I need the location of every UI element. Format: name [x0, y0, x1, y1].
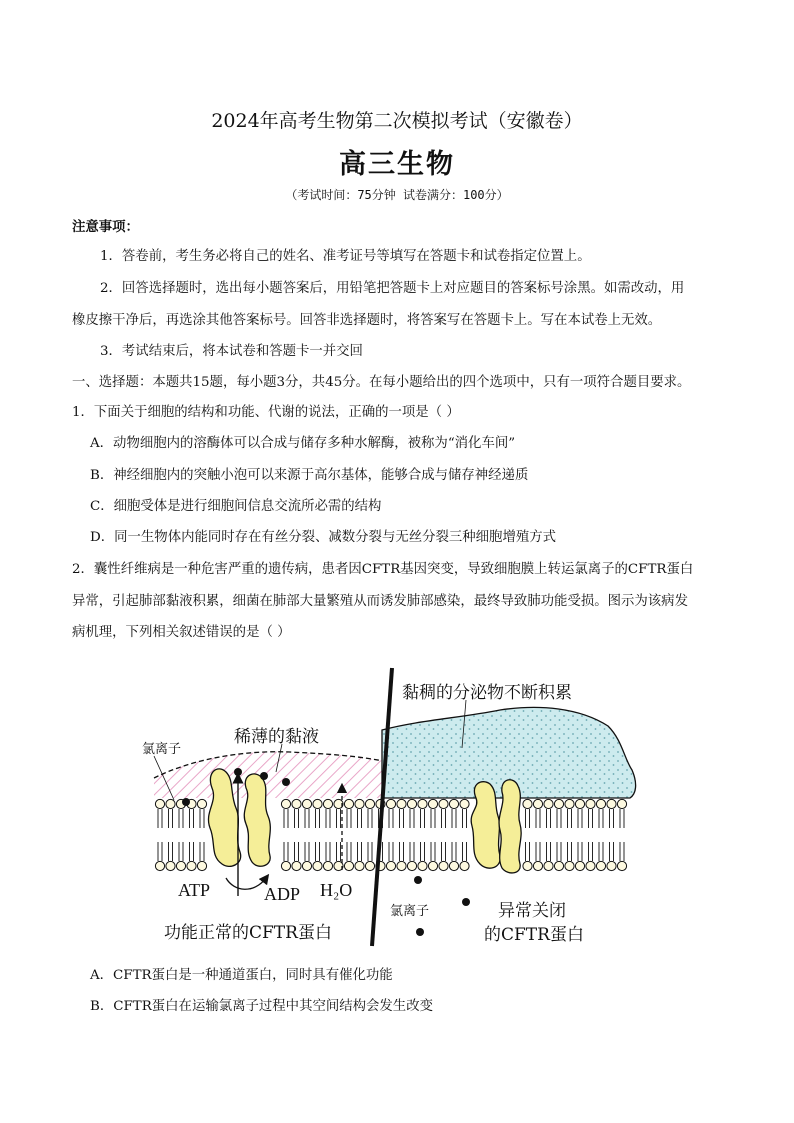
label-atp: ATP: [178, 880, 211, 900]
lipid-head: [292, 861, 301, 870]
lipid-head: [281, 799, 290, 808]
atp-adp-arrow: [226, 878, 266, 889]
lipid-head: [428, 799, 437, 808]
lipid-head: [544, 799, 553, 808]
lipid-head: [617, 799, 626, 808]
notice-item-3: 3．考试结束后，将本试卷和答题卡一并交回: [100, 344, 363, 359]
lipid-head: [355, 861, 364, 870]
label-chloride-left: 氯离子: [142, 742, 182, 757]
lipid-head: [607, 799, 616, 808]
lipid-head: [302, 861, 311, 870]
notice-item-1: 1．答卷前，考生务必将自己的姓名、准考证号等填写在答题卡和试卷指定位置上。: [100, 249, 591, 264]
lipid-head: [281, 861, 290, 870]
lipid-head: [449, 861, 458, 870]
lipid-head: [533, 861, 542, 870]
lipid-head: [313, 861, 322, 870]
lipid-head: [292, 799, 301, 808]
notice-heading: 注意事项：: [72, 219, 139, 235]
lipid-head: [418, 861, 427, 870]
lipid-head: [586, 799, 595, 808]
lipid-head: [323, 861, 332, 870]
lipid-head: [323, 799, 332, 808]
lipid-head: [575, 861, 584, 870]
lipid-head: [565, 861, 574, 870]
lipid-head: [155, 799, 164, 808]
lipid-head: [386, 861, 395, 870]
lipid-head: [302, 799, 311, 808]
lipid-head: [313, 799, 322, 808]
question-1-option-c: C．细胞受体是进行细胞间信息交流所必需的结构: [90, 499, 382, 514]
notice-item-2: 2．回答选择题时，选出每小题答案后，用铅笔把答题卡上对应题目的答案标号涂黑。如需改动，用: [100, 281, 685, 296]
lipid-head: [575, 799, 584, 808]
subject-title: 高三生物: [339, 149, 455, 180]
cftr-protein-abnormal-right: [499, 780, 521, 873]
chloride-ion-dot: [260, 772, 268, 780]
lipid-head: [460, 861, 469, 870]
lipid-head: [586, 861, 595, 870]
label-h2o: H₂O: [320, 880, 353, 900]
lipid-head: [418, 799, 427, 808]
lipid-head: [344, 861, 353, 870]
cftr-diagram: [130, 660, 650, 950]
question-2-stem-line-3: 病机理，下列相关叙述错误的是（ ）: [72, 625, 291, 640]
chloride-ion-dot: [462, 898, 470, 906]
lipid-head: [407, 799, 416, 808]
lipid-head: [397, 861, 406, 870]
exam-title: 2024年高考生物第二次模拟考试（安徽卷）: [211, 110, 583, 132]
lipid-head: [617, 861, 626, 870]
lipid-head: [407, 861, 416, 870]
label-adp: ADP: [264, 884, 301, 904]
question-2-option-a: A．CFTR蛋白是一种通道蛋白，同时具有催化功能: [90, 968, 393, 983]
label-thin-mucus: 稀薄的黏液: [234, 727, 319, 747]
lipid-head: [197, 799, 206, 808]
exam-info: （考试时间：75分钟 试卷满分：100分）: [285, 188, 509, 202]
lipid-head: [523, 861, 532, 870]
notice-item-2-cont: 橡皮擦干净后，再选涂其他答案标号。回答非选择题时，将答案写在答题卡上。写在本试卷上无效。: [72, 313, 662, 328]
chloride-ion-dot: [182, 798, 190, 806]
question-1-option-b: B．神经细胞内的突触小泡可以来源于高尔基体，能够合成与储存神经递质: [90, 468, 529, 483]
lipid-head: [197, 861, 206, 870]
lipid-head: [428, 861, 437, 870]
question-2-stem-line-2: 异常，引起肺部黏液积累，细菌在肺部大量繁殖从而诱发肺部感染，最终导致肺功能受损。图示为该病发: [72, 594, 688, 609]
lipid-head: [166, 799, 175, 808]
label-normal-cftr: 功能正常的CFTR蛋白: [164, 923, 332, 943]
lipid-head: [596, 861, 605, 870]
label-viscous-secretion: 黏稠的分泌物不断积累: [402, 683, 572, 703]
question-2-stem-line-1: 2．囊性纤维病是一种危害严重的遗传病，患者因CFTR基因突变，导致细胞膜上转运氯离子的CFTR蛋白: [72, 562, 694, 577]
lipid-head: [439, 799, 448, 808]
question-2-option-b: B．CFTR蛋白在运输氯离子过程中其空间结构会发生改变: [90, 999, 433, 1014]
lipid-head: [187, 861, 196, 870]
lipid-head: [397, 799, 406, 808]
lipid-head: [176, 861, 185, 870]
lipid-head: [365, 861, 374, 870]
label-abnormal-closed: 异常关闭: [498, 901, 566, 921]
lipid-head: [344, 799, 353, 808]
chloride-ion-dot: [282, 778, 290, 786]
question-1-stem: 1．下面关于细胞的结构和功能、代谢的说法，正确的一项是（ ）: [72, 405, 460, 420]
thin-mucus-region: [154, 752, 388, 798]
lipid-head: [439, 861, 448, 870]
lipid-head: [449, 799, 458, 808]
lipid-head: [386, 799, 395, 808]
lipid-head: [355, 799, 364, 808]
lipid-head: [544, 861, 553, 870]
lipid-head: [365, 799, 374, 808]
lipid-head: [554, 799, 563, 808]
label-chloride-right: 氯离子: [390, 904, 430, 919]
chloride-ion-dot: [234, 768, 242, 776]
question-1-option-a: A．动物细胞内的溶酶体可以合成与储存多种水解酶，被称为“消化车间”: [90, 436, 516, 451]
label-abnormal-cftr: 的CFTR蛋白: [484, 925, 584, 945]
lipid-head: [554, 861, 563, 870]
question-1-option-d: D．同一生物体内能同时存在有丝分裂、减数分裂与无丝分裂三种细胞增殖方式: [90, 530, 557, 545]
lipid-head: [155, 861, 164, 870]
section-heading: 一、选择题：本题共15题，每小题3分，共45分。在每小题给出的四个选项中，只有一项符合题目要求。: [72, 375, 691, 390]
lipid-head: [565, 799, 574, 808]
lipid-head: [533, 799, 542, 808]
lipid-head: [607, 861, 616, 870]
lipid-head: [460, 799, 469, 808]
chloride-ion-dot: [414, 876, 422, 884]
lipid-head: [596, 799, 605, 808]
lipid-head: [523, 799, 532, 808]
chloride-ion-dot: [416, 928, 424, 936]
lipid-head: [166, 861, 175, 870]
